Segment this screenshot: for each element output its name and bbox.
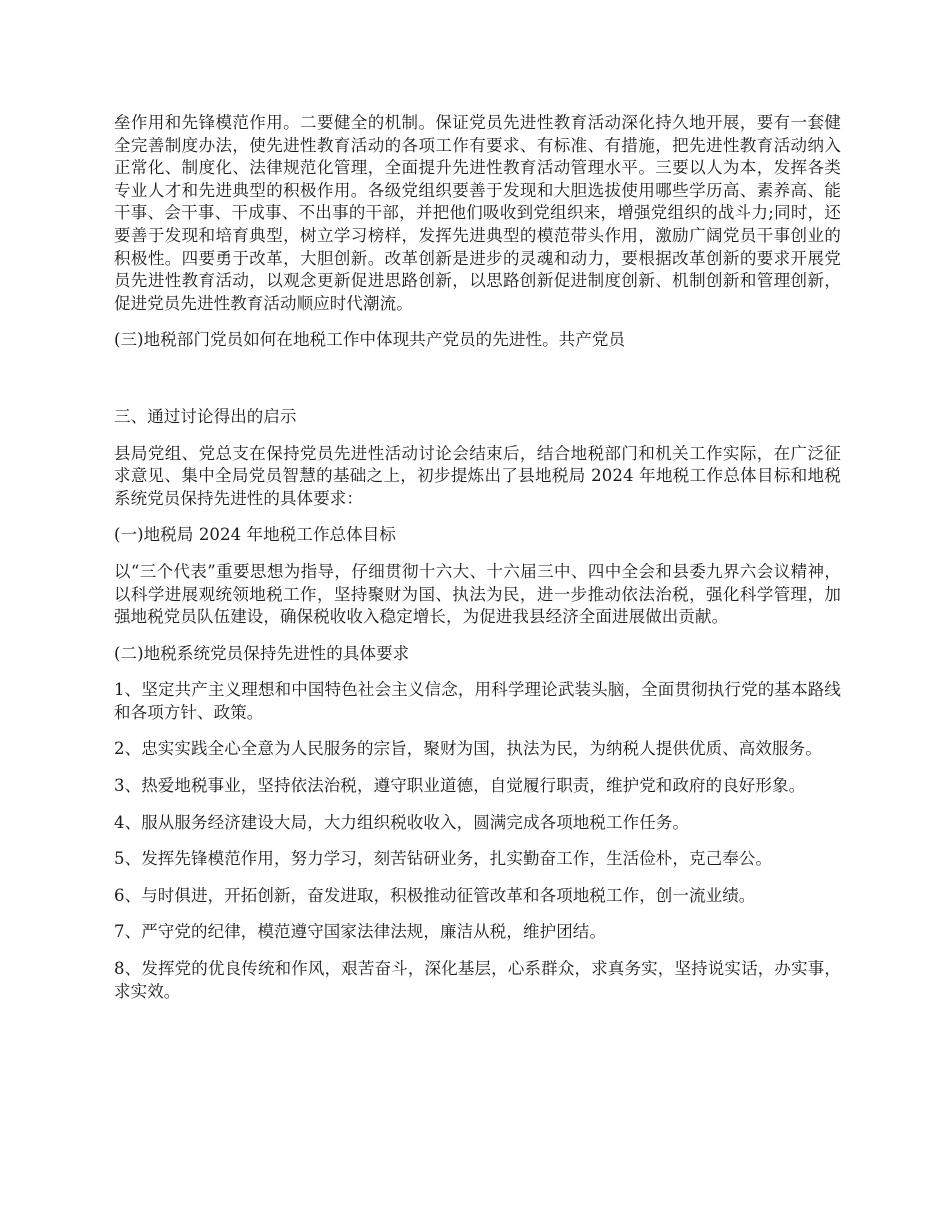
document-body bbox=[114, 112, 841, 1017]
list-item-requirement-4: 4、服从服务经济建设大局，大力组织税收收入，圆满完成各项地税工作任务。 bbox=[114, 812, 689, 832]
list-item-requirement-7: 7、严守党的纪律，模范遵守国家法律法规，廉洁从税，维护团结。 bbox=[114, 922, 606, 942]
list-item-requirement-5: 5、发挥先锋模范作用，努力学习，刻苦钻研业务，扎实勤奋工作，生活俭朴，克己奉公。 bbox=[114, 849, 772, 869]
list-item-requirement-1: 1、坚定共产主义理想和中国特色社会主义信念，用科学理论武装头脑，全面贯彻执行党的基本路线和各项方针、政策。 bbox=[114, 680, 841, 722]
list-item-requirement-3: 3、热爱地税事业，坚持依法治税，遵守职业道德，自觉履行职责，维护党和政府的良好形象。 bbox=[114, 776, 806, 796]
paragraph-county-bureau: 县局党组、党总支在保持党员先进性活动讨论会结束后，结合地税部门和机关工作实际，在广泛征求意见、集中全局党员智慧的基础之上，初步提炼出了县地税局 2024 年地税工作总体目标和地税系统党员保持先进性的具体要求： bbox=[114, 443, 841, 508]
list-item-requirement-2: 2、忠实实践全心全意为人民服务的宗旨，聚财为国，执法为民，为纳税人提供优质、高效服务。 bbox=[114, 739, 822, 759]
section-heading-insights: 三、通过讨论得出的启示 bbox=[114, 406, 297, 426]
paragraph-question-three: (三)地税部门党员如何在地税工作中体现共产党员的先进性。共产党员 bbox=[114, 330, 626, 350]
subheading-overall-goal: (一)地税局 2024 年地税工作总体目标 bbox=[114, 525, 396, 545]
list-item-requirement-8: 8、发挥党的优良传统和作风，艰苦奋斗，深化基层，心系群众，求真务实，坚持说实话，办实事，求实效。 bbox=[114, 959, 841, 1001]
list-item-requirement-6: 6、与时俱进，开拓创新，奋发进取，积极推动征管改革和各项地税工作，创一流业绩。 bbox=[114, 885, 756, 905]
paragraph-overall-goal: 以“三个代表”重要思想为指导，仔细贯彻十六大、十六届三中、四中全会和县委九界六会议精神，以科学进展观统领地税工作，坚持聚财为国、执法为民，进一步推动依法治税，强化科学管理，加强地税党员队伍建设，确保税收收入稳定增长，为促进我县经济全面进展做出贡献。 bbox=[114, 561, 841, 627]
subheading-specific-requirements: (二)地税系统党员保持先进性的具体要求 bbox=[114, 643, 410, 663]
paragraph-party-mechanism: 垒作用和先锋模范作用。二要健全的机制。保证党员先进性教育活动深化持久地开展，要有一套健全完善制度办法，使先进性教育活动的各项工作有要求、有标准、有措施，把先进性教育活动纳入正常化、制度化、法律规范化管理，全面提升先进性教育活动管理水平。三要以人为本，发挥各类专业人才和先进典型的积极作用。各级党组织要善于发现和大胆选拔使用哪些学历高、素养高、能干事、会干事、干成事、不出事的干部，并把他们吸收到党组织来，增强党组织的战斗力;同时，还要善于发现和培育典型，树立学习榜样，发挥先进典型的模范带头作用，激励广阔党员干事创业的积极性。四要勇于改革，大胆创新。改革创新是进步的灵魂和动力，要根据改革创新的要求开展党员先进性教育活动，以观念更新促进思路创新，以思路创新促进制度创新、机制创新和管理创新，促进党员先进性教育活动顺应时代潮流。 bbox=[114, 113, 841, 313]
